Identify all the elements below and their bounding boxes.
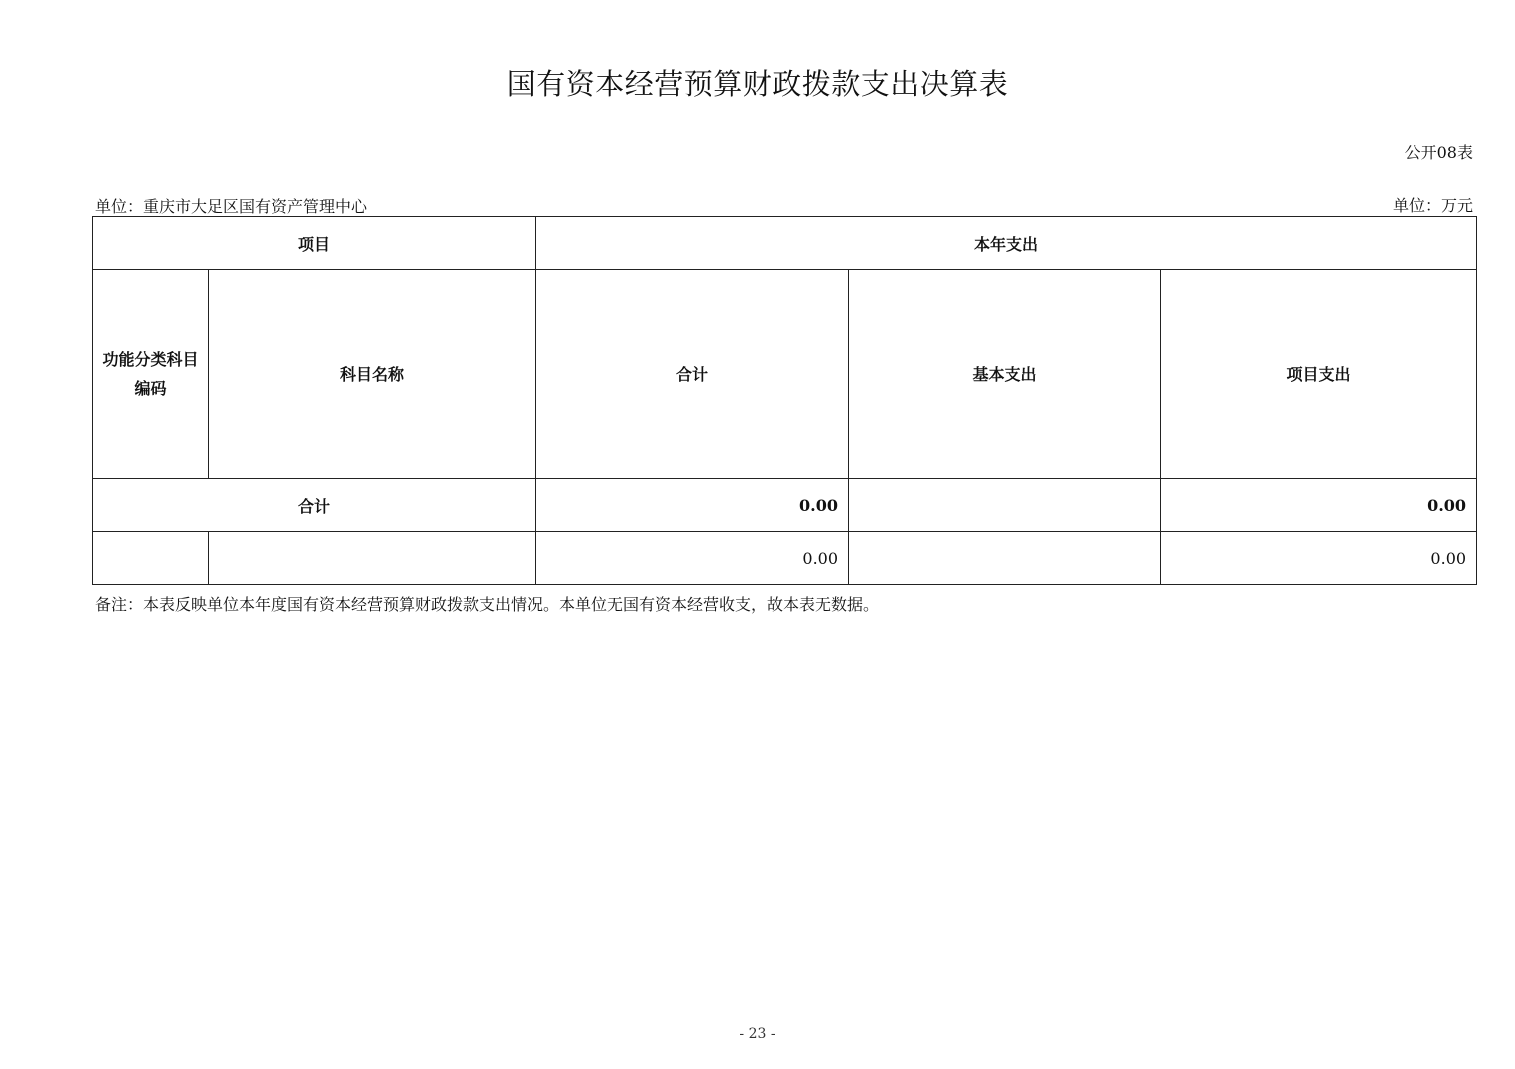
total-project: 0.00 xyxy=(1161,479,1477,532)
table-row xyxy=(93,532,1477,585)
expenditure-table xyxy=(92,216,1477,585)
header-row-columns xyxy=(93,270,1477,479)
header-project: 项目支出 xyxy=(1161,270,1477,479)
total-row xyxy=(93,479,1477,532)
header-total: 合计 xyxy=(536,270,849,479)
row-code xyxy=(93,532,209,585)
row-basic xyxy=(849,532,1161,585)
header-name: 科目名称 xyxy=(209,270,536,479)
page-title: 国有资本经营预算财政拨款支出决算表 xyxy=(506,67,1009,101)
total-sum: 0.00 xyxy=(536,479,849,532)
row-name xyxy=(209,532,536,585)
header-item: 项目 xyxy=(93,217,536,270)
header-code: 功能分类科目编码 xyxy=(93,270,209,479)
total-basic xyxy=(849,479,1161,532)
currency-unit: 单位：万元 xyxy=(1392,196,1473,215)
total-label: 合计 xyxy=(93,479,536,532)
form-number: 公开08表 xyxy=(1404,143,1473,162)
row-total: 0.00 xyxy=(536,532,849,585)
header-basic: 基本支出 xyxy=(849,270,1161,479)
header-current-year: 本年支出 xyxy=(536,217,1477,270)
page-number: - 23 - xyxy=(739,1026,776,1042)
footnote: 备注：本表反映单位本年度国有资本经营预算财政拨款支出情况。本单位无国有资本经营收支，故本表无数据。 xyxy=(95,595,880,614)
header-row-top xyxy=(93,217,1477,270)
reporting-unit: 单位：重庆市大足区国有资产管理中心 xyxy=(95,197,368,216)
row-project: 0.00 xyxy=(1161,532,1477,585)
